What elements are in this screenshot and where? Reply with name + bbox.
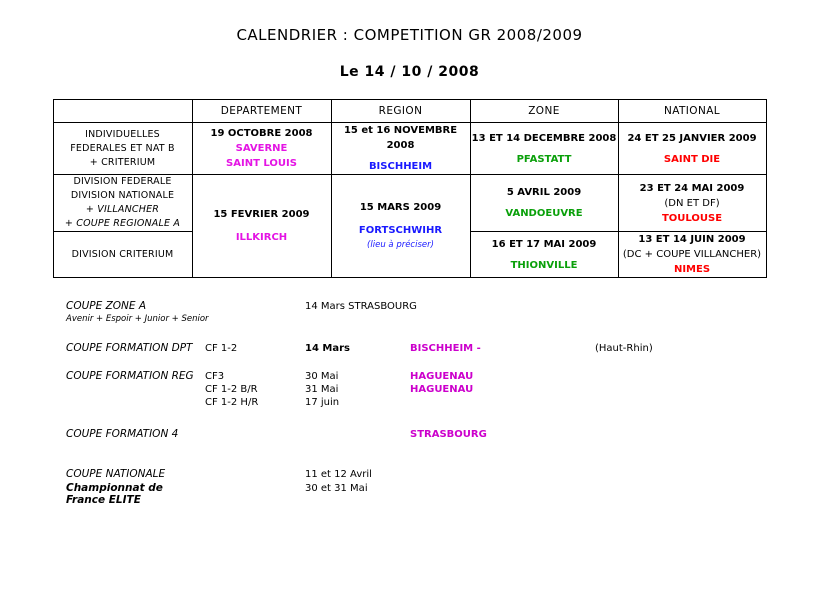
cell-date: 13 ET 14 DECEMBRE 2008 <box>471 132 617 144</box>
row-label-line: DIVISION FEDERALE <box>73 176 172 187</box>
calendar-table <box>53 99 767 278</box>
cell-place: SAINT LOUIS <box>226 158 297 169</box>
row-coupe-formation-reg <box>0 370 819 382</box>
column-header-national: NATIONAL <box>618 100 766 123</box>
document-page <box>0 26 819 605</box>
row-coupe-zone-a <box>0 300 819 312</box>
cell-place: VANDOEUVRE <box>505 208 583 219</box>
column-header-zone: ZONE <box>470 100 618 123</box>
row-label-line: + VILLANCHER <box>85 204 160 215</box>
coupe-formation-reg-label: COUPE FORMATION REG <box>66 370 194 382</box>
cell-place: SAVERNE <box>235 143 288 154</box>
row-coupe-nationale <box>0 468 819 480</box>
cell-place: FORTSCHWIHR <box>358 224 443 236</box>
table-row <box>53 175 766 232</box>
coupe-formation-dpt-cf: CF 1-2 <box>205 343 238 354</box>
coupe-nationale-label: COUPE NATIONALE <box>66 468 166 480</box>
row-coupe-formation-reg <box>0 384 819 395</box>
coupe-formation-dpt-extra: (Haut-Rhin) <box>595 343 653 354</box>
cell-division-region <box>331 175 470 278</box>
row-championnat-elite <box>0 482 819 506</box>
cell-division-national <box>618 175 766 232</box>
coupe-formation-reg-date: 31 Mai <box>305 384 339 395</box>
cell-place: TOULOUSE <box>661 212 723 224</box>
cell-individuelles-departement <box>192 123 331 175</box>
coupe-formation-reg-place: HAGUENAU <box>410 371 474 382</box>
column-header-blank <box>53 100 192 123</box>
cell-date: 15 et 16 NOVEMBRE 2008 <box>343 125 458 151</box>
cell-date: 16 ET 17 MAI 2009 <box>491 238 597 250</box>
coupe-formation-reg-place: HAGUENAU <box>410 384 474 395</box>
cell-individuelles-national <box>618 123 766 175</box>
cell-individuelles-zone <box>470 123 618 175</box>
cell-division-zone <box>470 175 618 232</box>
row-label-line: FEDERALES ET NAT B <box>70 142 175 154</box>
coupe-formation-reg-cf: CF3 <box>205 371 225 382</box>
cell-place: NIMES <box>673 264 711 275</box>
cell-place: SAINT DIE <box>663 153 721 165</box>
row-coupe-formation-dpt <box>0 342 819 354</box>
table-row <box>53 123 766 175</box>
coupe-zone-a-date: 14 Mars STRASBOURG <box>305 301 417 312</box>
coupe-formation-reg-cf: CF 1-2 H/R <box>205 397 259 408</box>
coupe-zone-a-note: Avenir + Espoir + Junior + Senior <box>66 314 209 324</box>
cell-date: 5 AVRIL 2009 <box>506 187 582 198</box>
cell-place: ILLKIRCH <box>235 232 288 243</box>
cell-note: (DN ET DF) <box>664 197 720 209</box>
cell-individuelles-region <box>331 123 470 175</box>
coupe-nationale-date: 11 et 12 Avril <box>305 469 372 480</box>
cell-date: 15 FEVRIER 2009 <box>213 209 310 220</box>
cell-date: 13 ET 14 JUIN 2009 <box>638 234 746 245</box>
cell-place: THIONVILLE <box>510 259 578 271</box>
cell-date: 15 MARS 2009 <box>359 201 442 213</box>
cell-note: (DC + COUPE VILLANCHER) <box>622 249 762 260</box>
page-title: CALENDRIER : COMPETITION GR 2008/2009 <box>236 26 583 44</box>
coupe-zone-a-label: COUPE ZONE A <box>66 300 147 312</box>
cell-criterium-national <box>618 232 766 278</box>
coupe-formation-4-label: COUPE FORMATION 4 <box>66 428 179 440</box>
row-label-division-federale <box>53 175 192 232</box>
row-label-line: DIVISION NATIONALE <box>70 190 175 201</box>
championnat-elite-date: 30 et 31 Mai <box>305 483 368 494</box>
cell-note: (lieu à préciser) <box>367 239 434 250</box>
cell-place: PFASTATT <box>516 153 572 165</box>
row-coupe-formation-reg <box>0 397 819 408</box>
coupe-formation-reg-date: 17 juin <box>305 397 340 408</box>
row-label-line: + COUPE REGIONALE A <box>64 218 181 229</box>
cell-criterium-zone <box>470 232 618 278</box>
cell-date: 19 OCTOBRE 2008 <box>210 128 313 139</box>
row-label-line: DIVISION CRITERIUM <box>71 248 174 260</box>
cell-division-departement <box>192 175 331 278</box>
row-label-line: INDIVIDUELLES <box>85 128 160 140</box>
row-coupe-formation-4 <box>0 428 819 440</box>
page-subtitle: Le 14 / 10 / 2008 <box>339 64 480 80</box>
championnat-elite-label: Championnat de France ELITE <box>66 482 163 506</box>
row-label-individuelles <box>53 123 192 175</box>
column-header-region: REGION <box>331 100 470 123</box>
lower-section <box>0 300 819 506</box>
coupe-formation-reg-cf: CF 1-2 B/R <box>205 384 258 395</box>
cell-date: 23 ET 24 MAI 2009 <box>639 182 745 194</box>
row-label-division-criterium <box>53 232 192 278</box>
column-header-departement: DEPARTEMENT <box>192 100 331 123</box>
coupe-formation-dpt-date: 14 Mars <box>305 343 350 354</box>
coupe-formation-dpt-label: COUPE FORMATION DPT <box>66 342 193 354</box>
coupe-formation-reg-date: 30 Mai <box>305 371 339 382</box>
table-header-row <box>53 100 766 123</box>
coupe-formation-dpt-place: BISCHHEIM - <box>410 343 481 354</box>
row-label-line: + CRITERIUM <box>89 156 156 168</box>
coupe-formation-4-place: STRASBOURG <box>410 429 487 440</box>
cell-place: BISCHHEIM <box>368 161 433 172</box>
cell-date: 24 ET 25 JANVIER 2009 <box>627 132 757 144</box>
